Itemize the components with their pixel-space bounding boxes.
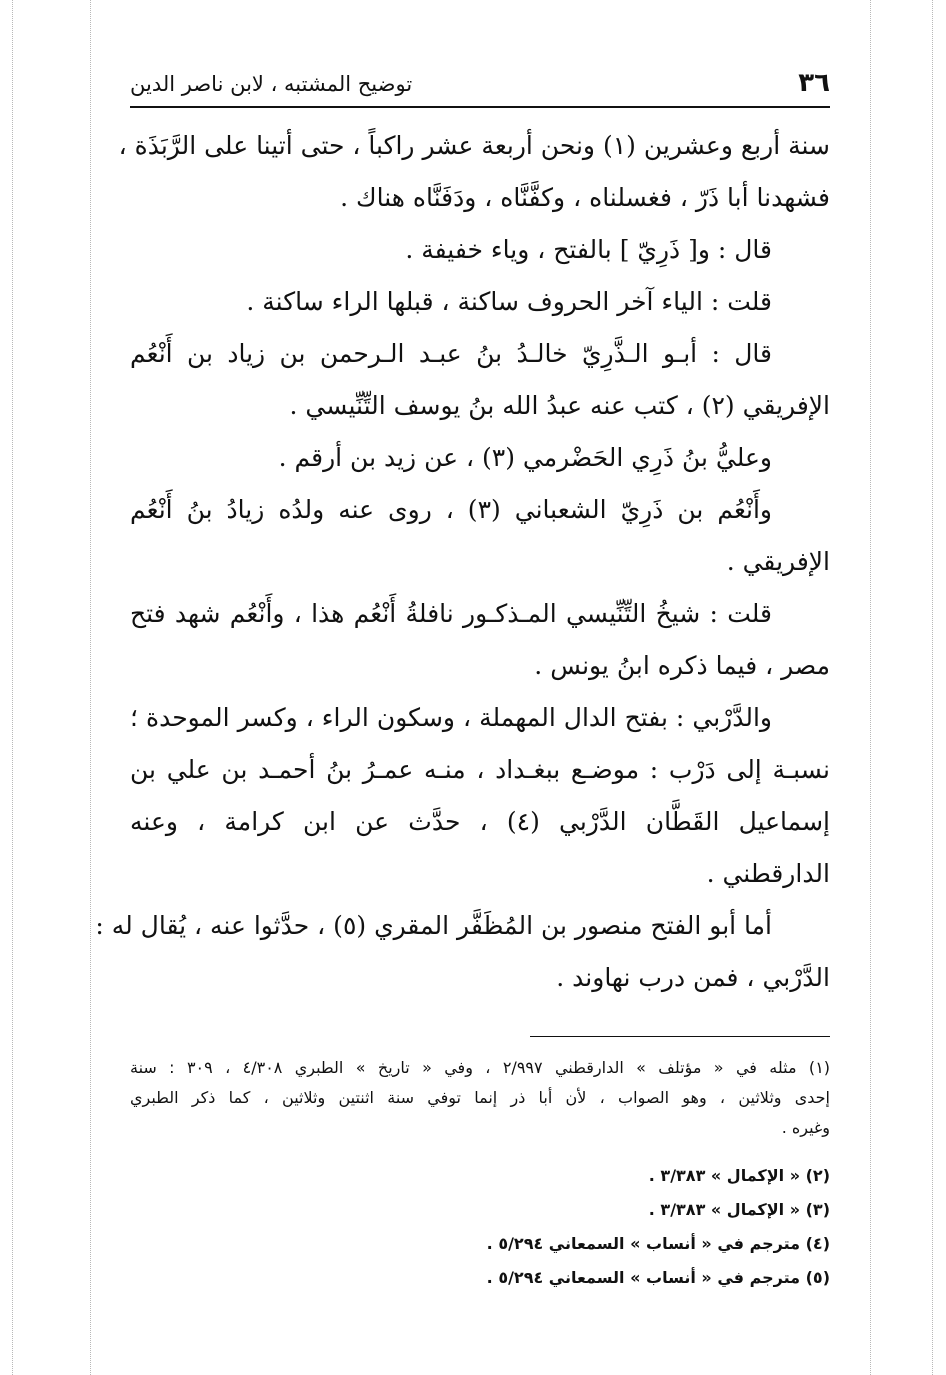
text-line: إسماعيل القَطَّان الدَّرْبي (٤) ، حدَّث عن ابن كرامة ، وعنه	[130, 807, 831, 836]
book-page	[95, 60, 831, 1360]
page-number: ٣٦	[798, 68, 830, 98]
text-line: قال : و[ ذَرِيّ ] بالفتح ، وياء خفيفة .	[405, 235, 772, 264]
footnote-3: (٣) « الإكمال » ٣/٣٨٣ .	[648, 1200, 830, 1219]
text-line: نسبـة إلى دَرْب : موضـع ببغـداد ، منـه عمـرُ بنُ أحمـد بن علي بن	[130, 755, 830, 784]
text-line: الدَّرْبي ، فمن درب نهاوند .	[556, 963, 830, 992]
footnote-gap	[130, 1143, 830, 1159]
text-line: فشهدنا أبا ذَرّ ، فغسلناه ، وكفَّنَّاه ، ودَفَنَّاه هناك .	[340, 183, 830, 212]
main-text	[95, 120, 831, 1004]
footnote-4: (٤) مترجم في « أنساب » السمعاني ٥/٢٩٤ .	[486, 1234, 830, 1253]
footnote-1-line: وغيره .	[781, 1118, 830, 1137]
text-line: وأَنْعُم بن ذَرِيّ الشعباني (٣) ، روى عنه ولدُه زيادُ بنُ أَنْعُم	[130, 495, 772, 524]
text-line: قال : أبـو الـذَّرِيّ خالـدُ بنُ عبـد الـرحمن بن زياد بن أَنْعُم	[130, 339, 772, 368]
text-line: مصر ، فيما ذكره ابنُ يونس .	[534, 651, 830, 680]
text-line: الدارقطني .	[706, 859, 830, 888]
text-line: أما أبو الفتح منصور بن المُظَفَّر المقري (٥) ، حدَّثوا عنه ، يُقال له :	[95, 911, 772, 940]
running-title: توضيح المشتبه ، لابن ناصر الدين	[130, 72, 413, 96]
scan-artifact-right-inner	[870, 0, 871, 1375]
text-line: وعليُّ بنُ ذَرِي الحَضْرمي (٣) ، عن زيد بن أرقم .	[278, 443, 772, 472]
text-line: الإفريقي (٢) ، كتب عنه عبدُ الله بنُ يوسف التِّنِّيسي .	[289, 391, 830, 420]
text-line: قلت : الياء آخر الحروف ساكنة ، قبلها الراء ساكنة .	[246, 287, 772, 316]
text-line: سنة أربع وعشرين (١) ونحن أربعة عشر راكباً ، حتى أتينا على الرَّبَذَة ،	[118, 131, 830, 160]
footnote-1-line: (١) مثله في « مؤتلف » الدارقطني ٢/٩٩٧ ، وفي « تاريخ » الطبري ٤/٣٠٨ ، ٣٠٩ : سنة	[130, 1058, 831, 1077]
footnote-2: (٢) « الإكمال » ٣/٣٨٣ .	[648, 1166, 830, 1185]
footnote-separator	[530, 1036, 830, 1037]
text-line: والدَّرْبي : بفتح الدال المهملة ، وسكون الراء ، وكسر الموحدة ؛	[130, 703, 772, 732]
footnote-5: (٥) مترجم في « أنساب » السمعاني ٥/٢٩٤ .	[486, 1268, 830, 1287]
footnote-1-line: إحدى وثلاثين ، وهو الصواب ، لأن أبا ذر إنما توفي سنة اثنتين وثلاثين ، كما ذكر الطبري	[130, 1088, 830, 1107]
scan-artifact-left	[12, 0, 13, 1375]
scan-artifact-right	[932, 0, 933, 1375]
page-header	[130, 60, 830, 108]
footnotes	[130, 1053, 830, 1295]
text-line: قلت : شيخُ التِّنِّيسي المـذكـور نافلةُ أَنْعُم هذا ، وأَنْعُم شهد فتح	[130, 599, 772, 628]
scan-artifact-left-inner	[90, 0, 91, 1375]
text-line: الإفريقي .	[726, 547, 830, 576]
